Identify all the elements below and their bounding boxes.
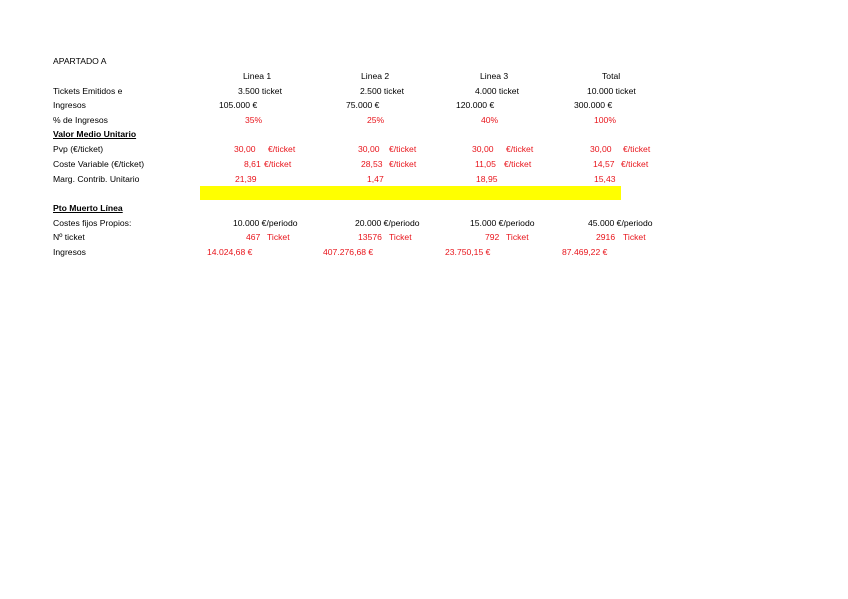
ingresos-total: 300.000 € <box>574 100 613 110</box>
coste-unit-2: €/ticket <box>389 159 417 169</box>
pct-linea-2: 25% <box>367 115 385 125</box>
tickets-linea-1: 3.500 ticket <box>238 86 282 96</box>
costes-fijos-linea-3: 15.000 €/periodo <box>470 218 535 228</box>
header-total: Total <box>602 71 621 81</box>
ingresos-linea-1: 105.000 € <box>219 100 258 110</box>
pvp-unit-total: €/ticket <box>623 144 651 154</box>
pvp-unit-3: €/ticket <box>506 144 534 154</box>
marg-linea-2: 1,47 <box>367 174 384 184</box>
tickets-linea-3: 4.000 ticket <box>475 86 519 96</box>
ingresos-linea-2: 75.000 € <box>346 100 380 110</box>
row-label-ingresos: Ingresos <box>53 100 86 110</box>
nticket-linea-1: 467 <box>246 232 261 242</box>
pct-linea-1: 35% <box>245 115 263 125</box>
tickets-total: 10.000 ticket <box>587 86 636 96</box>
section-title: APARTADO A <box>53 56 107 66</box>
coste-linea-3: 11,05 <box>475 159 496 169</box>
pvp-linea-1: 30,00 <box>234 144 256 154</box>
row-label-costes-fijos: Costes fijos Propios: <box>53 218 132 228</box>
coste-linea-1: 8,61 <box>244 159 261 169</box>
nticket-unit-3: Ticket <box>506 232 529 242</box>
header-linea-3: Linea 3 <box>480 71 509 81</box>
tickets-linea-2: 2.500 ticket <box>360 86 404 96</box>
costes-fijos-linea-1: 10.000 €/periodo <box>233 218 298 228</box>
row-label-ingresos-pm: Ingresos <box>53 247 86 257</box>
marg-total: 15,43 <box>594 174 616 184</box>
marg-linea-3: 18,95 <box>476 174 498 184</box>
row-label-pvp: Pvp (€/ticket) <box>53 144 104 154</box>
nticket-unit-total: Ticket <box>623 232 646 242</box>
row-label-pct: % de Ingresos <box>53 115 108 125</box>
header-linea-1: Linea 1 <box>243 71 272 81</box>
highlighted-empty-row <box>200 186 621 200</box>
row-label-marg: Marg. Contrib. Unitario <box>53 174 140 184</box>
pct-total: 100% <box>594 115 616 125</box>
coste-linea-2: 28,53 <box>361 159 383 169</box>
row-label-coste: Coste Variable (€/ticket) <box>53 159 145 169</box>
row-label-nticket: Nº ticket <box>53 232 85 242</box>
ingresos-pm-total: 87.469,22 € <box>562 247 608 257</box>
marg-linea-1: 21,39 <box>235 174 257 184</box>
pvp-total: 30,00 <box>590 144 612 154</box>
ingresos-pm-linea-1: 14.024,68 € <box>207 247 253 257</box>
nticket-linea-2: 13576 <box>358 232 382 242</box>
pct-linea-3: 40% <box>481 115 499 125</box>
costes-fijos-total: 45.000 €/periodo <box>588 218 653 228</box>
nticket-linea-3: 792 <box>485 232 500 242</box>
row-label-tickets: Tickets Emitidos e <box>53 86 123 96</box>
ingresos-pm-linea-2: 407.276,68 € <box>323 247 374 257</box>
coste-total: 14,57 <box>593 159 615 169</box>
coste-unit-total: €/ticket <box>621 159 649 169</box>
costes-fijos-linea-2: 20.000 €/periodo <box>355 218 420 228</box>
nticket-unit-1: Ticket <box>267 232 290 242</box>
ingresos-linea-3: 120.000 € <box>456 100 495 110</box>
header-linea-2: Linea 2 <box>361 71 390 81</box>
pvp-unit-2: €/ticket <box>389 144 417 154</box>
pvp-linea-3: 30,00 <box>472 144 494 154</box>
coste-unit-3: €/ticket <box>504 159 532 169</box>
nticket-unit-2: Ticket <box>389 232 412 242</box>
ingresos-pm-linea-3: 23.750,15 € <box>445 247 491 257</box>
coste-unit-1: €/ticket <box>264 159 292 169</box>
subsection-valor-medio: Valor Medio Unitario <box>53 129 137 139</box>
nticket-total: 2916 <box>596 232 616 242</box>
pvp-unit-1: €/ticket <box>268 144 296 154</box>
subsection-pto-muerto: Pto Muerto Línea <box>53 203 123 213</box>
pvp-linea-2: 30,00 <box>358 144 380 154</box>
